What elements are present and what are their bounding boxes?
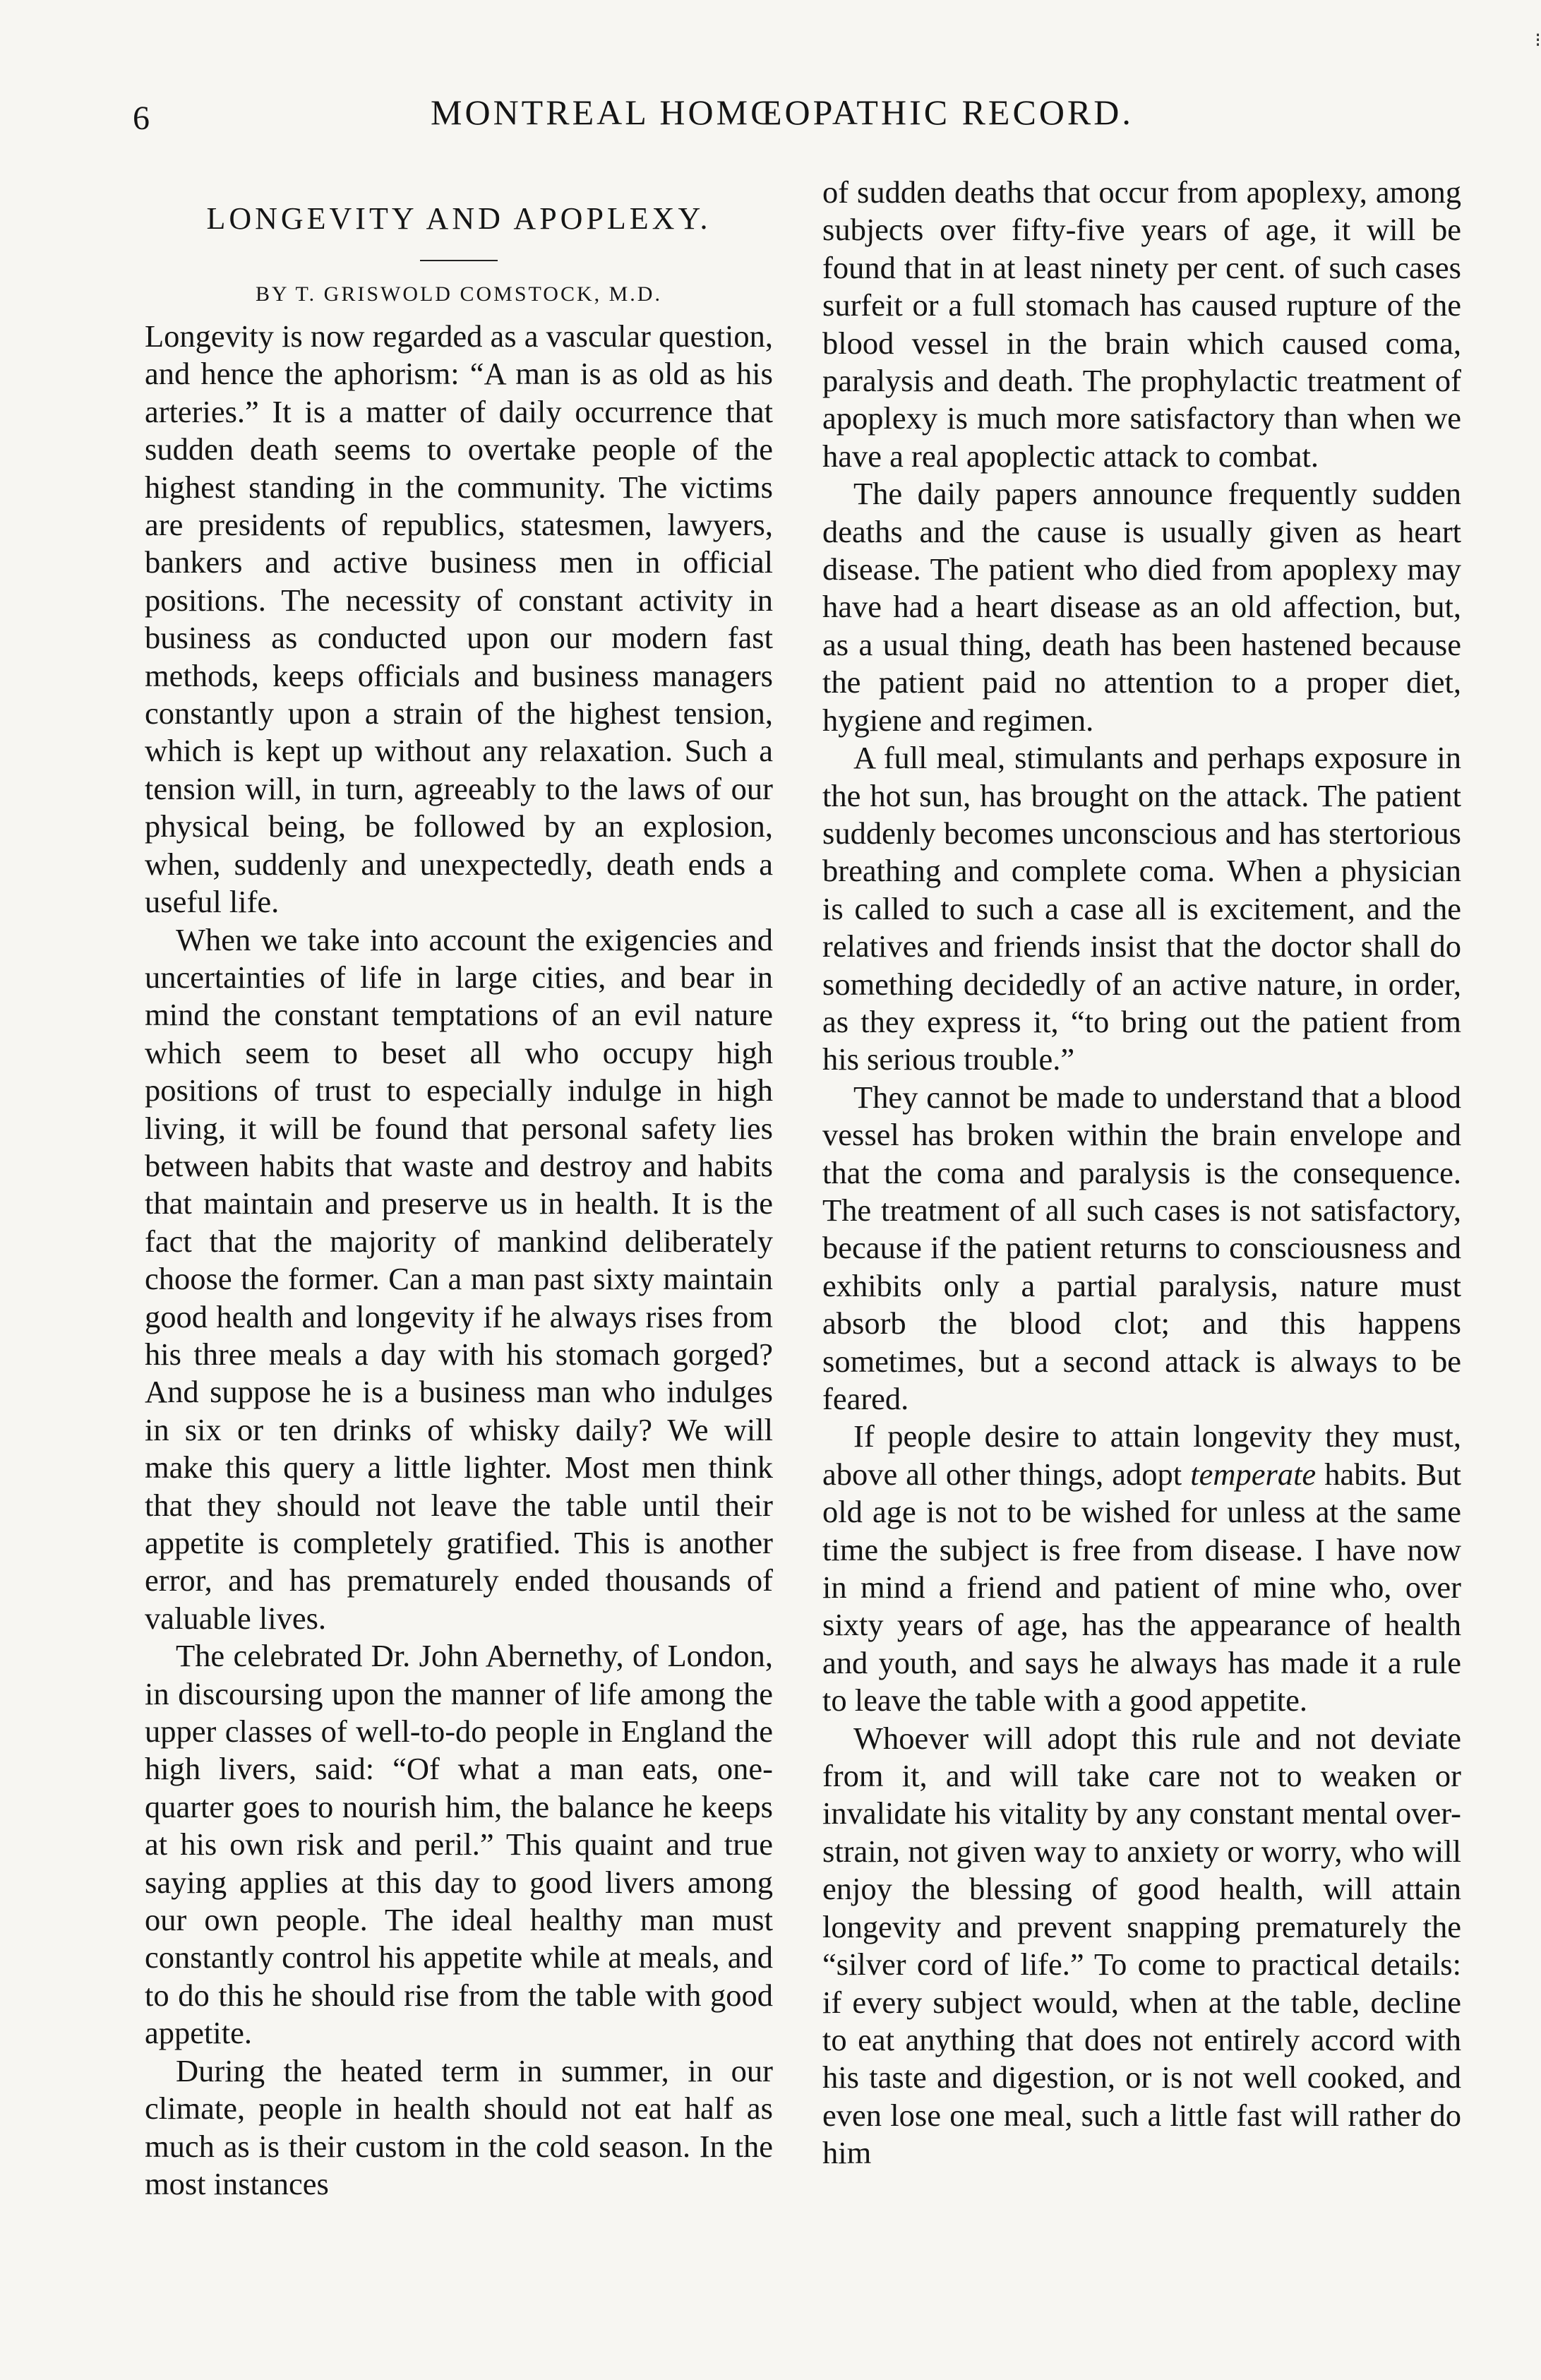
paragraph: The celebrated Dr. John Abernethy, of London, in discoursing upon the manner of life among the upper classes of well-to-do people in England the high livers, said: “Of what a man eats, one-quarter goes to nourish him, the balance he keeps at his own risk and peril.” This quaint and true saying applies at this day to good livers among our own people. The ideal healthy man must constantly control his appetite while at meals, and to do this he should rise from the table with good appetite. (145, 1638, 773, 2051)
running-head (113, 92, 1454, 137)
paragraph-text: habits. But old age is not to be wished for unless at the same time the subject is free from disease. I have now in mind a friend and patient of mine who, over sixty years of age, has the appearance of health and youth, and says he always has made it a rule to leave the table with a good appetite. (822, 1456, 1462, 1718)
italic-phrase: temperate (1190, 1456, 1317, 1492)
page-number: 6 (133, 100, 150, 137)
paragraph-with-italic (822, 1418, 1461, 1719)
paragraph: The daily papers announce frequently sudden deaths and the cause is usually given as heart disease. The patient who died from apoplexy may have had a heart disease as an old affection, but, as a usual thing, death has been hastened because the patient paid no attention to a proper diet, hygiene and regimen. (822, 476, 1461, 738)
title-rule (420, 260, 498, 261)
right-column (822, 174, 1461, 2172)
paragraph-text: If people desire to attain longevity they must, above all other things, adopt (822, 1418, 1461, 1492)
paragraph: They cannot be made to understand that a blood vessel has broken within the brain envelope and that the coma and paralysis is the consequence. The treatment of all such cases is not satisfactory, because if the patient returns to consciousness and exhibits only a partial paralysis, nature must absorb the blood clot; and this happens sometimes, but a second attack is always to be feared. (822, 1079, 1461, 1416)
paragraph: During the heated term in summer, in our climate, people in health should not eat half as much as is their custom in the cold season. In the most instances (145, 2052, 773, 2201)
margin-marks: ⁝ (1535, 28, 1541, 52)
paragraph: Longevity is now regarded as a vascular question, and hence the aphorism: “A man is as old as his arteries.” It is a matter of daily occurrence that sudden death seems to overtake people of the highest standing in the community. The victims are presidents of republics, statesmen, lawyers, bankers and active business men in official positions. The necessity of constant activity in business as conducted upon our modern fast methods, keeps officials and business managers constantly upon a strain of the highest tension, which is kept up without any relaxation. Such a tension will, in turn, agreeably to the laws of our physical being, be followed by an explosion, when, suddenly and unexpectedly, death ends a useful life. (145, 318, 773, 920)
article-title: LONGEVITY AND APOPLEXY. (206, 201, 712, 236)
paragraph: When we take into account the exigencies and uncertainties of life in large cities, and bear in mind the constant temptations of an evil nature which seem to beset all who occupy high positions of trust to especially indulge in high living, it will be found that personal safety lies between habits that waste and destroy and habits that maintain and preserve us in health. It is the fact that the majority of mankind deliberately choose the former. Can a man past sixty maintain good health and longevity if he always rises from his three meals a day with his stomach gorged? And suppose he is a business man who indulges in six or ten drinks of whisky daily? We will make this query a little lighter. Most men think that they should not leave the table until their appetite is completely gratified. This is another error, and has prematurely ended thousands of valuable lives. (145, 921, 773, 1636)
paragraph: Whoever will adopt this rule and not deviate from it, and will take care not to weaken or invalidate his vitality by any constant mental over-strain, not given way to anxiety or worry, who will enjoy the blessing of good health, will attain longevity and prevent snapping prematurely the “silver cord of life.” To come to practical details: if every subject would, when at the table, decline to eat anything that does not entirely accord with his taste and digestion, or is not well cooked, and even lose one meal, such a little fast will rather do him (822, 1720, 1461, 2171)
journal-title: MONTREAL HOMŒOPATHIC RECORD. (431, 92, 1134, 132)
byline: BY T. GRISWOLD COMSTOCK, M.D. (256, 282, 662, 306)
left-column (145, 177, 773, 2203)
paragraph: of sudden deaths that occur from apoplexy, among subjects over fifty-five years of age, it will be found that in at least ninety per cent. of such cases surfeit or a full stomach has caused rupture of the blood vessel in the brain which caused coma, paralysis and death. The prophylactic treatment of apoplexy is much more satisfactory than when we have a real apoplectic attack to combat. (822, 174, 1461, 474)
paragraph: A full meal, stimulants and perhaps exposure in the hot sun, has brought on the attack. The patient suddenly becomes unconscious and has stertorious breathing and complete coma. When a physician is called to such a case all is excitement, and the relatives and friends insist that the doctor shall do something decidedly of an active nature, in order, as they express it, “to bring out the patient from his serious trouble.” (822, 740, 1461, 1077)
